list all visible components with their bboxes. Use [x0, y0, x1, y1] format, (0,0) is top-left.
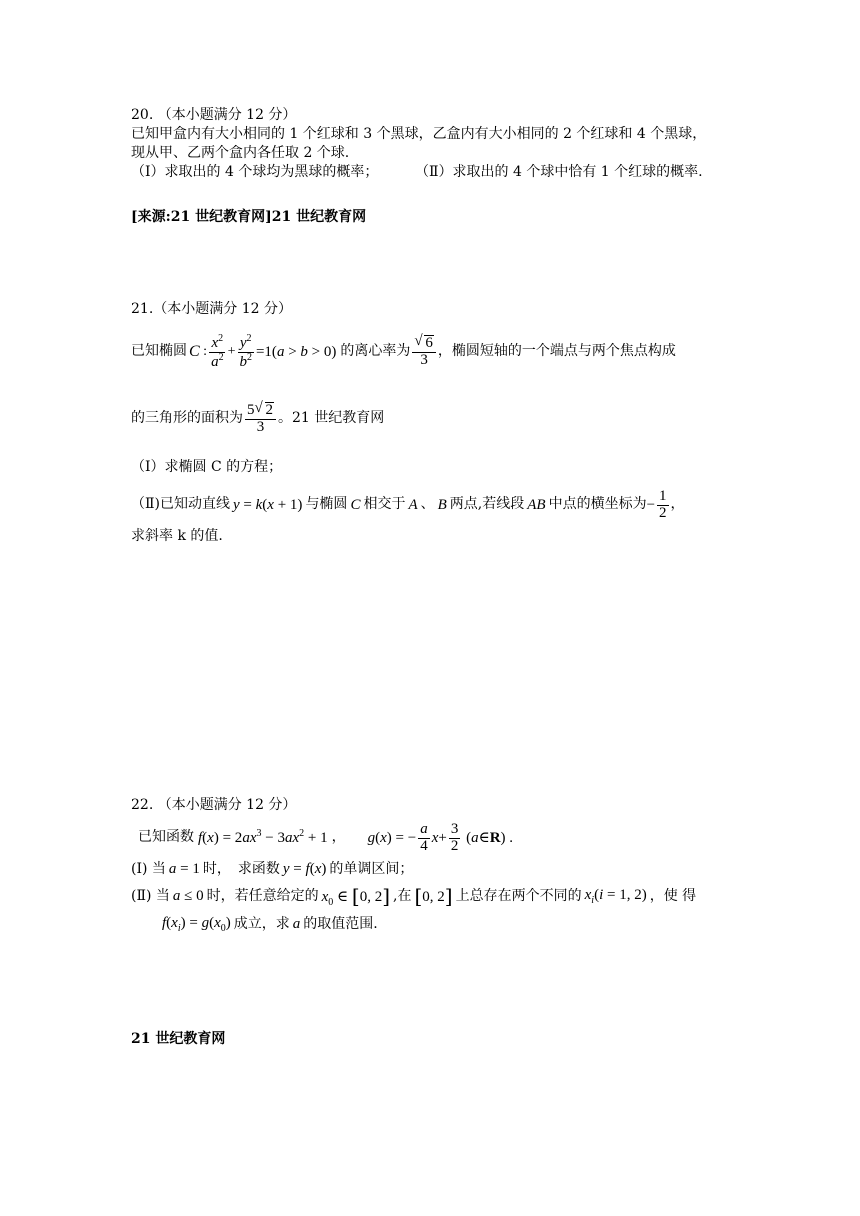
q22-last-end: 的取值范围.	[303, 916, 378, 932]
line-equation: y = k(x + 1)	[232, 496, 303, 513]
q22-last-line: $f(x_i) = g(x_0)$ 成立，求 a 的取值范围.	[162, 915, 378, 934]
q22-part1-suffix: 的单调区间；	[329, 860, 414, 877]
q22-part2-mid2: ,在	[393, 888, 412, 904]
q22-part1-prefix: (Ⅰ) 当	[131, 860, 166, 877]
q20-part2: （Ⅱ）求取出的 4 个球中恰有 1 个红球的概率.	[415, 164, 703, 180]
q22-part2-mid3: 上总存在两个不同的	[455, 888, 582, 904]
area-fraction: $\frac{5√ 2}{3}$	[245, 402, 276, 436]
footer-note: 21 世纪教育网	[131, 1031, 226, 1047]
q21-part2-mid3: 两点,若线段	[449, 496, 525, 513]
q21-part2-prefix: （Ⅱ)已知动直线	[131, 496, 230, 513]
q22-part1-mid: 时， 求函数	[202, 860, 280, 877]
q20-line2: 现从甲、乙两个盒内各任取 2 个球.	[131, 145, 350, 161]
q22-line1-prefix: 已知函数	[138, 829, 194, 846]
q21-line1	[131, 329, 676, 375]
q22-line1: 已知函数 $f(x) = 2ax^3 - 3ax^2 + 1$ ， g ( x ) = − $\frac{a}{4}$ x + $\frac{3}{2}$ ( a ∈ R ) .	[138, 820, 514, 854]
q20-part1: （Ⅰ）求取出的 4 个球均为黑球的概率；	[131, 164, 379, 180]
q21-line2	[131, 396, 384, 442]
q21-line1-suffix: ，椭圆短轴的一个端点与两个焦点构成	[437, 343, 676, 360]
q20-header: 20. （本小题满分 12 分）	[131, 107, 297, 123]
q21-line2-suffix: 。21 世纪教育网	[278, 410, 385, 427]
q21-part2-mid1: 与椭圆	[305, 496, 348, 513]
q22-part1: (Ⅰ) 当 a = 1 时， 求函数 y = f(x) 的单调区间；	[131, 860, 414, 877]
q21-part2-mid4: 中点的横坐标为	[548, 496, 647, 513]
q22-last-suffix: 成立，求	[233, 916, 290, 932]
eccentricity-fraction: √ $\frac{6}{3}$	[412, 335, 436, 369]
q21-part1: （Ⅰ）求椭圆 C 的方程；	[131, 459, 283, 475]
q21-line2-prefix: 的三角形的面积为	[131, 410, 243, 427]
q22-header: 22. （本小题满分 12 分）	[131, 797, 297, 813]
ellipse-equation: C : $\frac{x^2}{a^2}$ + $\frac{y^2}{b^2}$ =1(a > b > 0)	[189, 332, 337, 370]
q21-part2: （Ⅱ)已知动直线 y = k(x + 1) 与椭圆 C 相交于 A 、 B 两点,若线段 AB 中点的横坐标为 − $\frac{1}{2}$ ，	[131, 487, 685, 521]
q21-part2-mid2: 相交于	[363, 496, 406, 513]
source-note: [来源:21 世纪教育网]21 世纪教育网	[131, 209, 367, 225]
q21-line1-mid: 的离心率为	[340, 343, 411, 360]
q21-header: 21.（本小题满分 12 分）	[131, 301, 292, 317]
q22-part2-mid4: ，使 得	[649, 888, 697, 904]
q21-part2-end: ，	[670, 496, 685, 513]
q21-last-line: 求斜率 k 的值.	[131, 528, 223, 544]
half-fraction: $\frac{1}{2}$	[659, 487, 667, 521]
q21-line1-prefix: 已知椭圆	[131, 343, 187, 360]
function-g: g ( x ) = − $\frac{a}{4}$ x + $\frac{3}{2}$ ( a ∈ R ) .	[367, 820, 514, 854]
q22-part2-mid1: 时，若任意给定的	[206, 888, 319, 904]
q20-line1: 已知甲盒内有大小相同的 1 个红球和 3 个黑球，乙盒内有大小相同的 2 个红球和 4 个黑球，	[131, 126, 707, 142]
q22-part2-prefix: (Ⅱ) 当	[131, 888, 170, 904]
function-f: $f(x) = 2ax^3 - 3ax^2 + 1$	[198, 828, 328, 847]
q22-part2: (Ⅱ) 当 a ≤ 0 时，若任意给定的 $x_0$ ∈ [0, 2] ,在 [0, 2] 上总存在两个不同的 $x_i(i = 1$, 2) ，使 得	[131, 884, 697, 909]
